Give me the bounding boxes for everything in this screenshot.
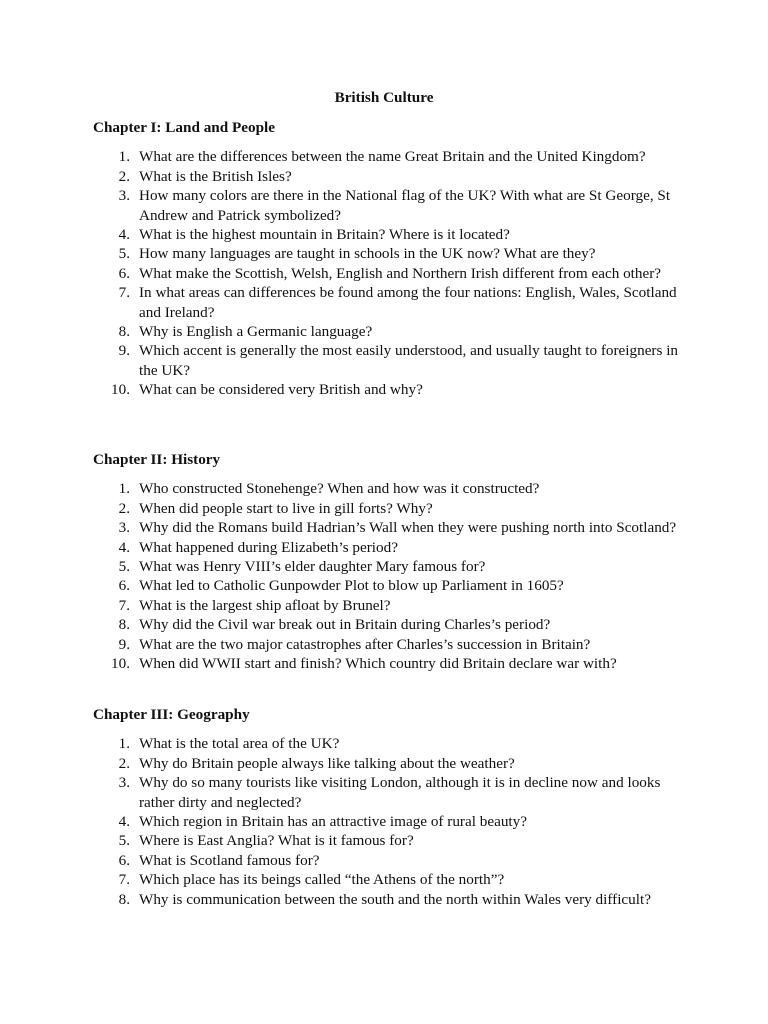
question-number: 7. <box>118 596 130 614</box>
question-item <box>93 479 693 498</box>
question-text: Why is English a Germanic language? <box>139 323 373 341</box>
question-text: How many colors are there in the National flag of the UK? With what are St George, St Andrew and Patrick symbolized? <box>139 187 671 224</box>
question-number: 4. <box>118 538 130 556</box>
question-text: Where is East Anglia? What is it famous for? <box>139 832 414 850</box>
question-item <box>93 831 693 850</box>
question-item <box>93 499 693 518</box>
question-item <box>93 754 693 773</box>
question-text: What is the British Isles? <box>139 167 292 185</box>
question-number: 6. <box>118 851 130 869</box>
question-item <box>93 380 693 399</box>
question-text: What is the highest mountain in Britain? Where is it located? <box>139 226 510 244</box>
question-item <box>93 773 693 812</box>
question-item <box>93 244 693 263</box>
question-text: What is the largest ship afloat by Brunel? <box>139 596 391 614</box>
question-item <box>93 167 693 186</box>
question-text: In what areas can differences be found among the four nations: English, Wales, Scotland and Ireland? <box>139 284 677 321</box>
question-number: 8. <box>118 890 130 908</box>
question-text: Why is communication between the south and the north within Wales very difficult? <box>139 890 651 908</box>
question-text: Which place has its beings called “the Athens of the north”? <box>139 871 505 889</box>
question-number: 3. <box>118 187 130 205</box>
question-text: Who constructed Stonehenge? When and how was it constructed? <box>139 480 540 498</box>
question-number: 8. <box>118 616 130 634</box>
question-number: 5. <box>118 832 130 850</box>
chapter-heading: Chapter I: Land and People <box>93 119 275 136</box>
question-item <box>93 147 693 166</box>
question-item <box>93 341 693 380</box>
question-number: 8. <box>118 323 130 341</box>
question-item <box>93 283 693 322</box>
question-item <box>93 654 693 673</box>
question-item <box>93 851 693 870</box>
question-list <box>93 734 693 909</box>
document-title: British Culture <box>334 89 434 106</box>
question-text: What are the two major catastrophes after Charles’s succession in Britain? <box>139 635 591 653</box>
question-text: What are the differences between the name Great Britain and the United Kingdom? <box>139 148 646 166</box>
question-number: 9. <box>118 635 130 653</box>
question-number: 4. <box>118 813 130 831</box>
question-item <box>93 518 693 537</box>
question-text: When did WWII start and finish? Which country did Britain declare war with? <box>139 655 617 673</box>
question-item <box>93 225 693 244</box>
question-item <box>93 264 693 283</box>
question-item <box>93 870 693 889</box>
question-item <box>93 557 693 576</box>
question-text: What led to Catholic Gunpowder Plot to blow up Parliament in 1605? <box>139 577 564 595</box>
question-number: 5. <box>118 558 130 576</box>
question-item <box>93 186 693 225</box>
question-item <box>93 635 693 654</box>
question-list <box>93 147 693 399</box>
question-item <box>93 538 693 557</box>
question-number: 7. <box>118 871 130 889</box>
question-text: Which accent is generally the most easily understood, and usually taught to foreigners in the UK? <box>139 342 679 379</box>
question-item <box>93 734 693 753</box>
question-text: Why did the Romans build Hadrian’s Wall when they were pushing north into Scotland? <box>139 519 677 537</box>
question-number: 4. <box>118 226 130 244</box>
question-number: 10. <box>111 655 130 673</box>
question-item <box>93 576 693 595</box>
question-number: 9. <box>118 342 130 360</box>
question-text: What happened during Elizabeth’s period? <box>139 538 398 556</box>
chapter-section <box>93 705 693 909</box>
question-number: 7. <box>118 284 130 302</box>
chapter-section <box>93 450 693 673</box>
question-text: Which region in Britain has an attractive image of rural beauty? <box>139 813 527 831</box>
question-item <box>93 615 693 634</box>
chapter-heading: Chapter III: Geography <box>93 706 250 723</box>
question-item <box>93 322 693 341</box>
question-text: What make the Scottish, Welsh, English and Northern Irish different from each other? <box>139 264 662 282</box>
question-number: 1. <box>118 148 130 166</box>
question-number: 5. <box>118 245 130 263</box>
question-text: Why do Britain people always like talking about the weather? <box>139 754 515 772</box>
question-number: 2. <box>118 754 130 772</box>
question-text: When did people start to live in gill forts? Why? <box>139 499 433 517</box>
question-number: 6. <box>118 577 130 595</box>
question-list <box>93 479 693 673</box>
question-text: How many languages are taught in schools in the UK now? What are they? <box>139 245 596 263</box>
chapter-section <box>93 118 693 400</box>
question-number: 6. <box>118 264 130 282</box>
question-text: Why did the Civil war break out in Britain during Charles’s period? <box>139 616 551 634</box>
question-number: 3. <box>118 519 130 537</box>
question-text: What is the total area of the UK? <box>139 735 340 753</box>
question-item <box>93 596 693 615</box>
question-number: 10. <box>111 381 130 399</box>
question-text: Why do so many tourists like visiting London, although it is in decline now and looks rather dirty and neglected? <box>139 774 661 811</box>
question-text: What is Scotland famous for? <box>139 851 320 869</box>
question-item <box>93 890 693 909</box>
chapter-heading: Chapter II: History <box>93 451 221 468</box>
question-item <box>93 812 693 831</box>
question-text: What was Henry VIII’s elder daughter Mary famous for? <box>139 558 486 576</box>
question-number: 1. <box>118 735 130 753</box>
question-number: 1. <box>118 480 130 498</box>
question-number: 3. <box>118 774 130 792</box>
question-number: 2. <box>118 499 130 517</box>
question-number: 2. <box>118 167 130 185</box>
question-text: What can be considered very British and why? <box>139 381 423 399</box>
